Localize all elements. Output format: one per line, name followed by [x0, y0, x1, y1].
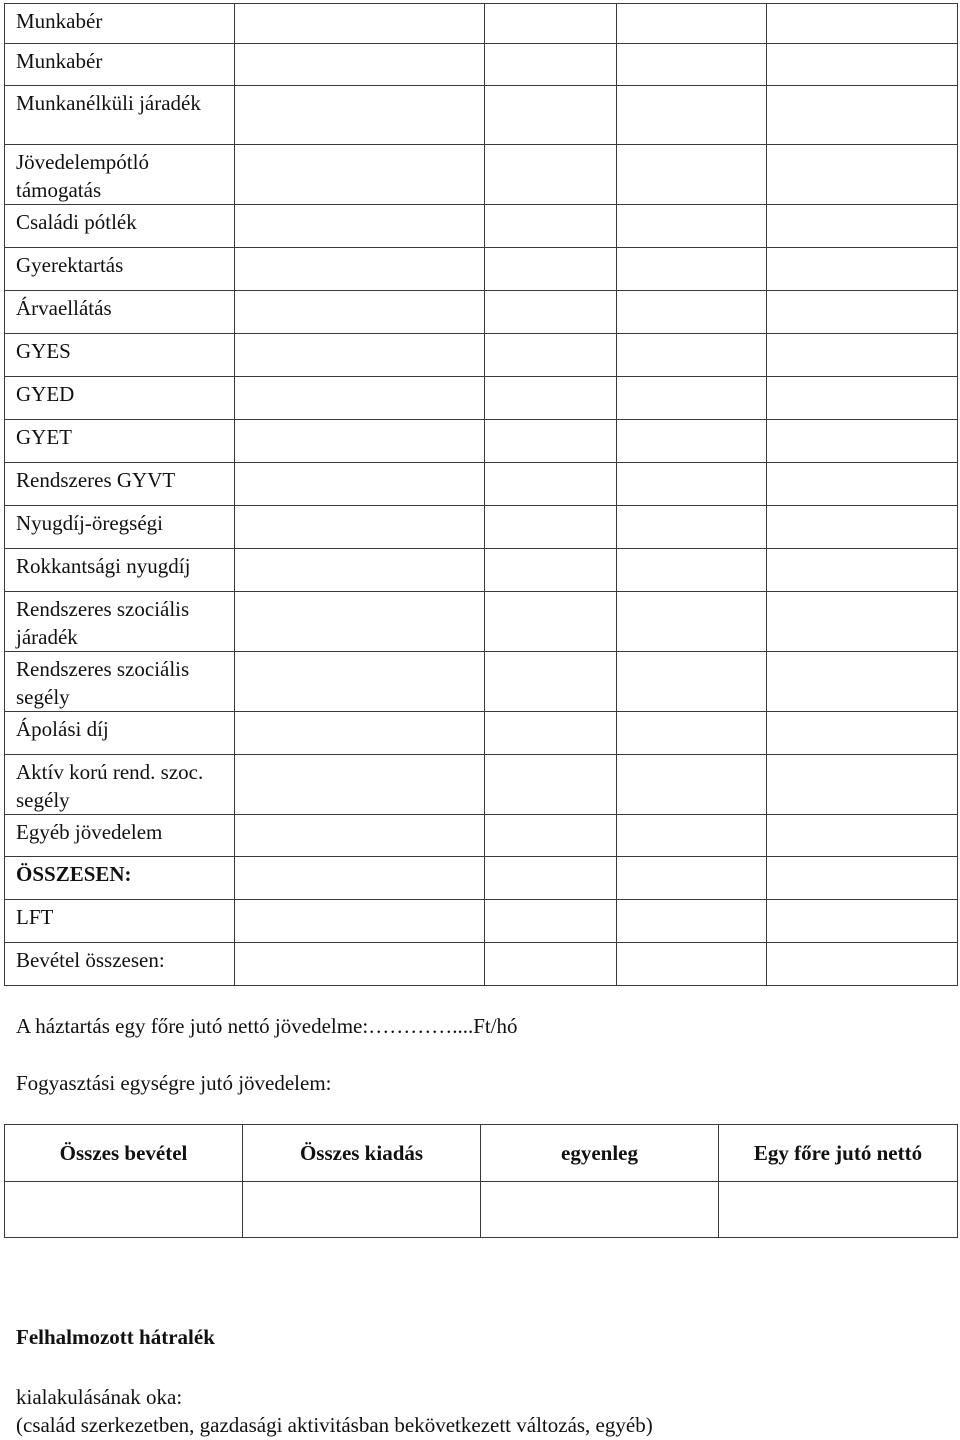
income-row-label: Rendszeres szociális járadék: [5, 592, 235, 652]
income-cell[interactable]: [767, 592, 958, 652]
income-cell[interactable]: [485, 205, 617, 248]
income-cell[interactable]: [485, 549, 617, 592]
income-row: [5, 857, 958, 900]
income-row-label: Ápolási díj: [5, 712, 235, 755]
income-cell[interactable]: [235, 205, 485, 248]
income-row-label: Rendszeres GYVT: [5, 463, 235, 506]
income-row: [5, 248, 958, 291]
income-row: [5, 420, 958, 463]
income-cell[interactable]: [617, 549, 767, 592]
summary-value-net-per-capita[interactable]: [719, 1182, 958, 1238]
income-cell[interactable]: [235, 44, 485, 86]
income-row: [5, 4, 958, 44]
income-cell[interactable]: [767, 506, 958, 549]
income-cell[interactable]: [617, 943, 767, 986]
income-cell[interactable]: [485, 145, 617, 205]
income-cell[interactable]: [617, 463, 767, 506]
income-cell[interactable]: [485, 755, 617, 815]
income-cell[interactable]: [767, 857, 958, 900]
income-row: [5, 815, 958, 857]
income-cell[interactable]: [767, 44, 958, 86]
income-row-label: GYED: [5, 377, 235, 420]
income-cell[interactable]: [617, 377, 767, 420]
income-cell[interactable]: [617, 86, 767, 145]
income-row: [5, 86, 958, 145]
income-cell[interactable]: [767, 815, 958, 857]
summary-table: [4, 1124, 958, 1238]
income-cell[interactable]: [235, 248, 485, 291]
income-cell[interactable]: [767, 652, 958, 712]
consumption-unit-income-line: Fogyasztási egységre jutó jövedelem:: [16, 1071, 332, 1095]
income-row-label: Munkabér: [5, 4, 235, 44]
summary-value-total-income[interactable]: [5, 1182, 243, 1238]
income-cell[interactable]: [235, 463, 485, 506]
summary-header-balance: egyenleg: [481, 1125, 719, 1182]
income-cell[interactable]: [767, 549, 958, 592]
income-cell[interactable]: [767, 248, 958, 291]
income-cell[interactable]: [235, 815, 485, 857]
arrears-title: Felhalmozott hátralék: [16, 1325, 215, 1349]
income-cell[interactable]: [235, 857, 485, 900]
income-cell[interactable]: [485, 377, 617, 420]
summary-value-total-expense[interactable]: [243, 1182, 481, 1238]
summary-header-net-per-capita: Egy főre jutó nettó: [719, 1125, 958, 1182]
income-cell[interactable]: [485, 248, 617, 291]
income-cell[interactable]: [485, 857, 617, 900]
income-row-label: Nyugdíj-öregségi: [5, 506, 235, 549]
income-row-label: ÖSSZESEN:: [5, 857, 235, 900]
income-row: [5, 145, 958, 205]
income-row: [5, 592, 958, 652]
income-cell[interactable]: [235, 592, 485, 652]
arrears-reason-label: kialakulásának oka:: [16, 1385, 183, 1409]
income-cell[interactable]: [617, 205, 767, 248]
income-cell[interactable]: [235, 145, 485, 205]
per-capita-income-line: A háztartás egy főre jutó nettó jövedelme:…………....Ft/hó: [16, 1014, 518, 1038]
income-cell[interactable]: [767, 377, 958, 420]
income-cell[interactable]: [767, 291, 958, 334]
income-table: [4, 3, 958, 986]
income-cell[interactable]: [617, 755, 767, 815]
income-cell[interactable]: [767, 145, 958, 205]
income-cell[interactable]: [485, 652, 617, 712]
income-row: [5, 549, 958, 592]
income-cell[interactable]: [767, 205, 958, 248]
summary-value-row: [5, 1182, 958, 1238]
income-cell[interactable]: [235, 712, 485, 755]
income-row-label: Gyerektartás: [5, 248, 235, 291]
income-cell[interactable]: [617, 420, 767, 463]
income-cell[interactable]: [235, 291, 485, 334]
income-cell[interactable]: [235, 4, 485, 44]
income-row: [5, 755, 958, 815]
income-cell[interactable]: [617, 815, 767, 857]
income-cell[interactable]: [235, 755, 485, 815]
income-cell[interactable]: [617, 857, 767, 900]
income-cell[interactable]: [485, 291, 617, 334]
income-cell[interactable]: [617, 712, 767, 755]
income-row: [5, 712, 958, 755]
income-row-label: LFT: [5, 900, 235, 943]
summary-header-total-income: Összes bevétel: [5, 1125, 243, 1182]
income-cell[interactable]: [235, 377, 485, 420]
income-cell[interactable]: [485, 943, 617, 986]
income-row-label: Munkabér: [5, 44, 235, 86]
income-cell[interactable]: [617, 592, 767, 652]
income-row-label: GYET: [5, 420, 235, 463]
income-cell[interactable]: [485, 506, 617, 549]
income-row: [5, 506, 958, 549]
income-row-label: Rendszeres szociális segély: [5, 652, 235, 712]
income-cell[interactable]: [767, 755, 958, 815]
income-cell[interactable]: [235, 334, 485, 377]
summary-header-total-expense: Összes kiadás: [243, 1125, 481, 1182]
income-cell[interactable]: [485, 463, 617, 506]
income-cell[interactable]: [485, 44, 617, 86]
income-row: [5, 463, 958, 506]
income-row-label: Családi pótlék: [5, 205, 235, 248]
income-cell[interactable]: [485, 4, 617, 44]
income-cell[interactable]: [617, 291, 767, 334]
summary-value-balance[interactable]: [481, 1182, 719, 1238]
income-row: [5, 334, 958, 377]
income-cell[interactable]: [485, 900, 617, 943]
income-cell[interactable]: [235, 420, 485, 463]
income-cell[interactable]: [235, 86, 485, 145]
income-cell[interactable]: [235, 900, 485, 943]
income-cell[interactable]: [617, 652, 767, 712]
income-cell[interactable]: [617, 248, 767, 291]
income-row-label: Jövedelempótló támogatás: [5, 145, 235, 205]
summary-header-row: [5, 1125, 958, 1182]
income-cell[interactable]: [767, 463, 958, 506]
income-cell[interactable]: [767, 943, 958, 986]
income-cell[interactable]: [767, 712, 958, 755]
arrears-reason-hint: (család szerkezetben, gazdasági aktivitásban bekövetkezett változás, egyéb): [16, 1413, 653, 1437]
income-cell[interactable]: [485, 420, 617, 463]
income-cell[interactable]: [485, 334, 617, 377]
income-row-label: Egyéb jövedelem: [5, 815, 235, 857]
income-row-label: GYES: [5, 334, 235, 377]
income-cell[interactable]: [767, 334, 958, 377]
income-row-label: Munkanélküli járadék: [5, 86, 235, 145]
income-row-label: Árvaellátás: [5, 291, 235, 334]
income-row: [5, 943, 958, 986]
income-row: [5, 377, 958, 420]
income-cell[interactable]: [617, 334, 767, 377]
income-row-label: Aktív korú rend. szoc. segély: [5, 755, 235, 815]
income-cell[interactable]: [235, 506, 485, 549]
income-cell[interactable]: [617, 506, 767, 549]
income-row: [5, 291, 958, 334]
income-cell[interactable]: [485, 712, 617, 755]
income-cell[interactable]: [767, 86, 958, 145]
income-cell[interactable]: [235, 943, 485, 986]
income-cell[interactable]: [617, 44, 767, 86]
income-row: [5, 652, 958, 712]
income-row: [5, 44, 958, 86]
income-row: [5, 205, 958, 248]
income-cell[interactable]: [235, 652, 485, 712]
income-cell[interactable]: [485, 815, 617, 857]
income-cell[interactable]: [767, 420, 958, 463]
income-cell[interactable]: [617, 4, 767, 44]
income-cell[interactable]: [767, 900, 958, 943]
income-cell[interactable]: [617, 900, 767, 943]
income-row: [5, 900, 958, 943]
income-cell[interactable]: [485, 86, 617, 145]
income-row-label: Rokkantsági nyugdíj: [5, 549, 235, 592]
income-cell[interactable]: [767, 4, 958, 44]
income-row-label: Bevétel összesen:: [5, 943, 235, 986]
income-cell[interactable]: [485, 592, 617, 652]
income-cell[interactable]: [235, 549, 485, 592]
income-cell[interactable]: [617, 145, 767, 205]
